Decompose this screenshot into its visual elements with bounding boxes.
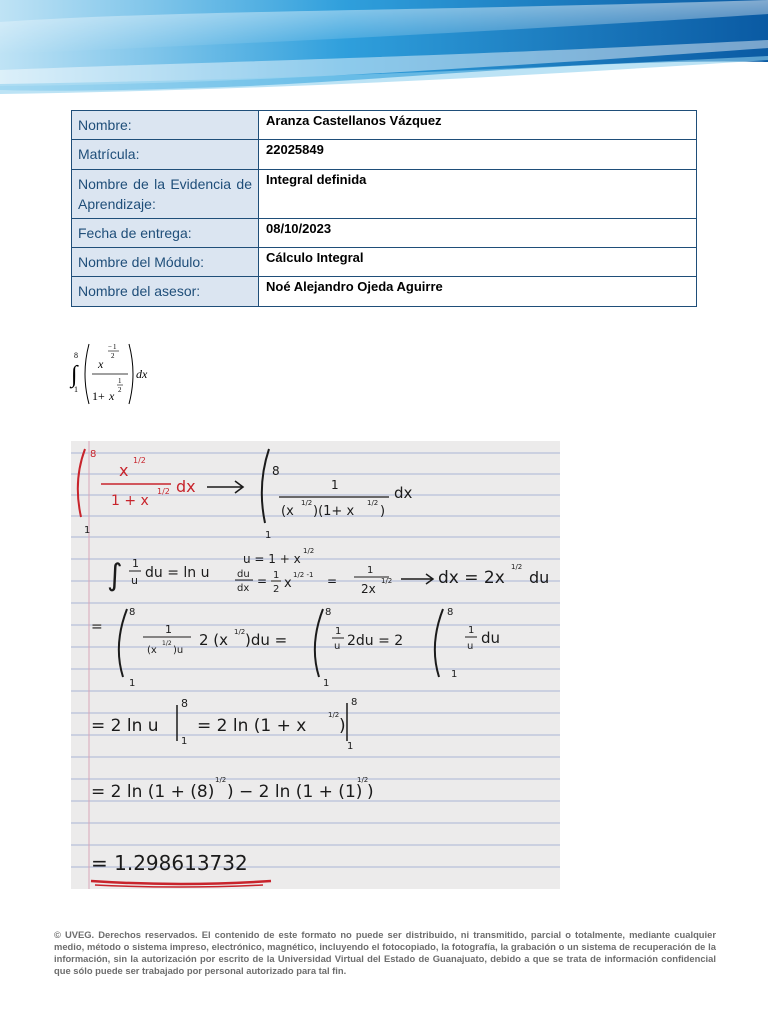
hw-line3-frac-den-exp: 1/2	[162, 640, 172, 647]
copyright-footer: © UVEG. Derechos reservados. El contenido de este formato no puede ser distribuido, ni transmitido, parcial o totalmente, mediante cualquier medio, método o sistema impreso, electrónico, magnético, incluyendo el fotocopiado, la fotografía, la grabación o un sistema de recuperación de la información, sin la autorización por escrito de la Universidad Virtual del Estado de Guanajuato, debido a que se trata de información confidencial que sólo puede ser trabajado por personal autorizado para tal fin.	[54, 929, 716, 976]
numerator-base: x	[98, 357, 104, 371]
hw-line2-x: x	[284, 576, 292, 591]
hw-line1-right-den-c: )	[380, 504, 386, 519]
hw-line3-lower3: 1	[451, 669, 458, 680]
hw-final-result: = 1.298613732	[91, 851, 248, 875]
hw-line2-result-du: du	[529, 568, 550, 587]
value-modulo: Cálculo Integral	[259, 248, 697, 277]
hw-line4-upper: 8	[181, 697, 188, 710]
hw-line3-mid-b: )du =	[245, 631, 288, 649]
hw-line1-right-den-b: )(1+ x	[313, 504, 355, 519]
hw-line2-result: dx = 2x	[438, 568, 505, 588]
denominator-prefix: 1+	[92, 389, 105, 403]
hw-line3-frac-den-b: )u	[173, 645, 184, 656]
hw-line1-right-exp-b: 1/2	[367, 499, 379, 507]
label-matricula: Matrícula:	[72, 140, 259, 170]
hw-line4-lower: 1	[181, 736, 188, 747]
hw-line1-right-num: 1	[331, 478, 339, 492]
numerator-exp-num: 1	[113, 343, 117, 351]
integral-sign: ∫	[71, 362, 78, 388]
table-row	[72, 277, 697, 307]
hw-line3-mid-exp: 1/2	[234, 628, 246, 636]
hw-line1-left-upper: 8	[90, 449, 97, 460]
hw-line3-part3: du	[481, 629, 501, 647]
hw-line3-frac3-den: u	[467, 641, 474, 652]
hw-line2-integral: ∫	[107, 558, 123, 593]
hw-line2-half-num: 1	[273, 570, 280, 581]
hw-line1-right-lower: 1	[265, 530, 272, 541]
hw-line3-lower2: 1	[323, 678, 330, 689]
handwritten-solution-photo	[71, 441, 560, 889]
hw-line2-frac-den: u	[131, 574, 138, 587]
hw-line4-b-exp: 1/2	[328, 711, 340, 719]
hw-line2-half-den: 2	[273, 584, 280, 595]
integral-lower-limit: 1	[74, 385, 78, 394]
hw-line3-frac-den: (x	[147, 645, 157, 656]
differential: dx	[136, 367, 148, 381]
hw-line2-eq2: =	[327, 574, 338, 588]
hw-line2-frac-num: 1	[132, 557, 139, 570]
hw-line4-a: = 2 ln u	[91, 716, 159, 736]
hw-line2-du-ln: du = ln u	[145, 565, 210, 581]
hw-line4-b-close: )	[339, 716, 346, 736]
hw-line1-right-den: (x	[281, 504, 294, 519]
hw-line3-part2: 2du = 2	[347, 633, 404, 649]
hw-line3-mid: 2 (x	[199, 631, 229, 649]
hw-line3-upper: 8	[129, 607, 136, 618]
denominator-exp-num: 1	[118, 377, 122, 385]
table-row	[72, 219, 697, 248]
hw-line3-frac2-den: u	[334, 641, 341, 652]
hw-line5-exp2: 1/2	[357, 776, 369, 784]
value-matricula: 22025849	[259, 140, 697, 170]
hw-line5-b: ) − 2 ln (1 + (1)	[227, 782, 363, 802]
hw-line3-upper3: 8	[447, 607, 454, 618]
hw-line2-du: du	[237, 569, 250, 580]
table-row	[72, 170, 697, 219]
value-asesor: Noé Alejandro Ojeda Aguirre	[259, 277, 697, 307]
hw-line1-left-den: 1 + x	[111, 493, 149, 509]
label-asesor: Nombre del asesor:	[72, 277, 259, 307]
numerator-exp-sign: −	[108, 343, 112, 351]
hw-line3-upper2: 8	[325, 607, 332, 618]
hw-line1-right-exp: 1/2	[301, 499, 313, 507]
student-info-table	[71, 110, 697, 307]
hw-line4-upper2: 8	[351, 697, 358, 708]
hw-line2-frac2-exp: 1/2	[381, 577, 393, 585]
hw-line2-u-exp: 1/2	[303, 547, 315, 555]
hw-line1-left-den-exp: 1/2	[157, 487, 170, 496]
hw-line4-lower2: 1	[347, 741, 354, 752]
numerator-exp-den: 2	[111, 352, 115, 360]
hw-line3-frac-num: 1	[165, 623, 172, 636]
hw-line1-left-num-exp: 1/2	[133, 456, 146, 465]
table-row	[72, 248, 697, 277]
hw-line2-frac2-num: 1	[367, 565, 374, 576]
hw-line5-c: )	[367, 782, 374, 802]
table-row	[72, 140, 697, 170]
label-fecha: Fecha de entrega:	[72, 219, 259, 248]
hw-line2-eq: =	[257, 574, 268, 588]
hw-line1-left-lower: 1	[84, 525, 91, 536]
label-nombre: Nombre:	[72, 111, 259, 140]
hw-line2-dx: dx	[237, 583, 250, 594]
hw-line3-frac2-num: 1	[335, 626, 342, 637]
hw-line5-exp: 1/2	[215, 776, 227, 784]
table-row	[72, 111, 697, 140]
hw-line1-left-num: x	[119, 461, 129, 480]
value-nombre: Aranza Castellanos Vázquez	[259, 111, 697, 140]
denominator-base: x	[109, 389, 115, 403]
header-banner	[0, 0, 768, 96]
hw-line1-right-upper: 8	[272, 464, 280, 478]
hw-line2-u-sub: u = 1 + x	[243, 552, 301, 566]
hw-line2-result-exp: 1/2	[511, 563, 523, 571]
denominator-exp-den: 2	[118, 386, 122, 394]
integral-upper-limit: 8	[74, 351, 78, 360]
hw-line2-x-exp: 1/2 -1	[293, 571, 314, 579]
right-paren	[129, 344, 133, 404]
hw-line4-b: = 2 ln (1 + x	[197, 716, 307, 736]
hw-line2-frac2-den: 2x	[361, 582, 376, 596]
label-modulo: Nombre del Módulo:	[72, 248, 259, 277]
left-paren	[85, 344, 89, 404]
hw-line3-eq: =	[91, 619, 103, 635]
value-fecha: 08/10/2023	[259, 219, 697, 248]
hw-line1-dx: dx	[176, 477, 196, 496]
integral-formula	[68, 338, 178, 410]
hw-line1-right-dx: dx	[394, 484, 413, 502]
hw-line5-a: = 2 ln (1 + (8)	[91, 782, 215, 802]
hw-line3-frac3-num: 1	[468, 625, 475, 636]
hw-line3-lower: 1	[129, 678, 136, 689]
label-evidencia: Nombre de la Evidencia de Aprendizaje:	[72, 170, 259, 219]
value-evidencia: Integral definida	[259, 170, 697, 219]
